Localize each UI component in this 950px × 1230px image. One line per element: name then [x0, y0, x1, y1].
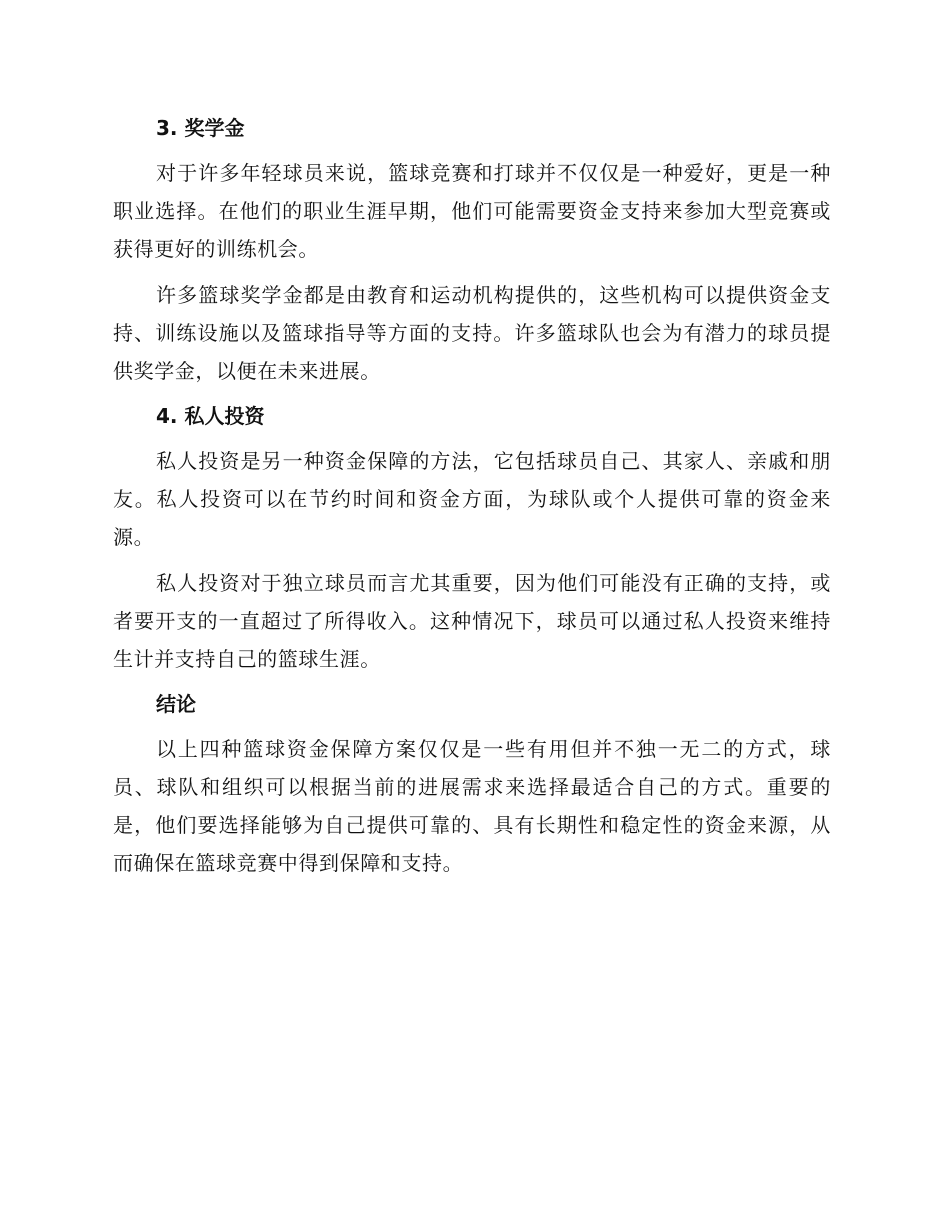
paragraph: 私人投资是另一种资金保障的方法，它包括球员自己、其家人、亲戚和朋友。私人投资可以在节约时间和资金方面，为球队或个人提供可靠的资金来源。 — [113, 449, 831, 549]
paragraph: 以上四种篮球资金保障方案仅仅是一些有用但并不独一无二的方式，球员、球队和组织可以根据当前的进展需求来选择最适合自己的方式。重要的是，他们要选择能够为自己提供可靠的、具有长期性和稳定性的资金来源，从而确保在篮球竞赛中得到保障和支持。 — [113, 737, 831, 875]
section-heading-conclusion: 结论 — [156, 692, 196, 716]
section-heading-scholarship: 3. 奖学金 — [156, 116, 245, 140]
section-heading-private-investment: 4. 私人投资 — [156, 404, 265, 428]
document-page — [113, 110, 831, 890]
paragraph: 私人投资对于独立球员而言尤其重要，因为他们可能没有正确的支持，或者要开支的一直超过了所得收入。这种情况下，球员可以通过私人投资来维持生计并支持自己的篮球生涯。 — [113, 571, 831, 671]
paragraph: 对于许多年轻球员来说，篮球竞赛和打球并不仅仅是一种爱好，更是一种职业选择。在他们的职业生涯早期，他们可能需要资金支持来参加大型竞赛或获得更好的训练机会。 — [113, 161, 831, 261]
paragraph: 许多篮球奖学金都是由教育和运动机构提供的，这些机构可以提供资金支持、训练设施以及篮球指导等方面的支持。许多篮球队也会为有潜力的球员提供奖学金，以便在未来进展。 — [113, 283, 831, 383]
